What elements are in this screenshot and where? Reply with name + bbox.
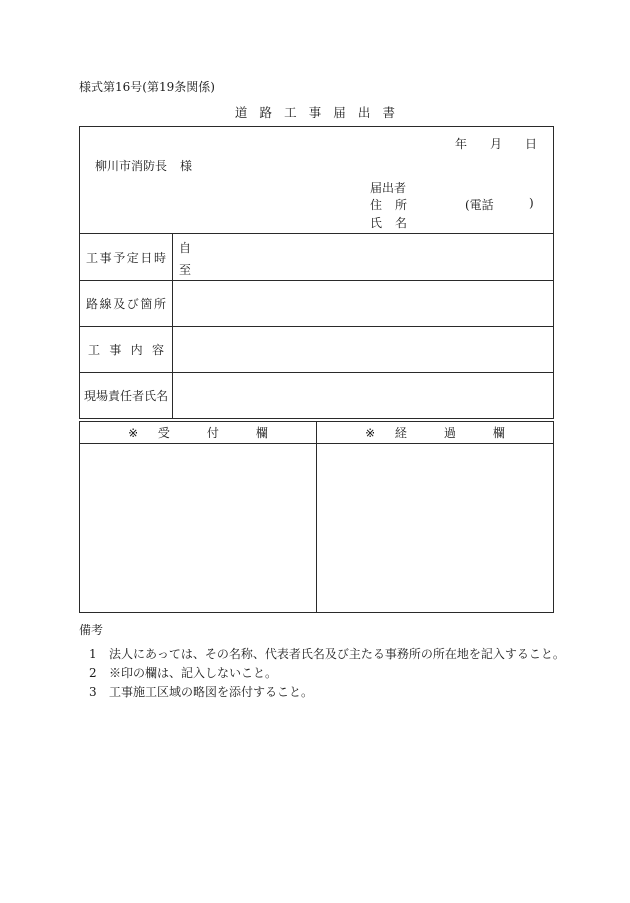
name-label: 氏 名 (370, 216, 408, 230)
row-label-supervisor: 現 場 責 任 者 氏 名 (80, 373, 173, 419)
date-day-label: 日 (525, 137, 538, 151)
note-item: 1 法人にあっては、その名称、代表者氏名及び主たる事務所の所在地を記入すること。 (89, 647, 565, 661)
address-label: 住 所 (370, 198, 408, 212)
from-label: 自 (179, 241, 192, 255)
row-label-schedule: 工 事 予 定 日 時 (80, 234, 173, 281)
receipt-column-header: ※ 受 付 欄 (80, 422, 317, 444)
title-char: 届 (333, 105, 346, 120)
to-label: 至 (179, 263, 192, 277)
phone-label: (電話 (465, 198, 494, 212)
title-char: 書 (382, 105, 396, 120)
header-cell[interactable] (80, 127, 554, 234)
main-form-table (79, 126, 554, 419)
document-title (0, 103, 630, 121)
supervisor-cell[interactable] (173, 373, 554, 419)
title-char: 事 (308, 105, 322, 120)
phone-close: ) (529, 196, 534, 210)
addressee: 柳川市消防長 (95, 159, 168, 173)
date-month-label: 月 (490, 137, 503, 151)
title-char: 出 (357, 105, 371, 120)
progress-cell[interactable] (317, 444, 554, 613)
row-label-route: 路 線 及 び 箇 所 (80, 281, 173, 327)
title-char: 路 (259, 105, 273, 120)
row-label-content: 工 事 内 容 (80, 327, 173, 373)
note-item: 2 ※印の欄は、記入しないこと。 (89, 666, 278, 680)
route-cell[interactable] (173, 281, 554, 327)
date-year-label: 年 (455, 137, 468, 151)
note-item: 3 工事施工区域の略図を添付すること。 (89, 685, 314, 699)
applicant-label: 届出者 (370, 181, 407, 195)
form-number-label: 様式第16号(第19条関係) (79, 80, 215, 94)
content-cell[interactable] (173, 327, 554, 373)
notes-title: 備考 (79, 623, 104, 637)
receipt-cell[interactable] (80, 444, 317, 613)
honorific: 様 (180, 159, 193, 173)
progress-column-header: ※ 経 過 欄 (317, 422, 554, 444)
office-use-table (79, 421, 554, 613)
title-char: 道 (234, 105, 248, 120)
title-char: 工 (284, 105, 297, 120)
schedule-cell[interactable] (173, 234, 554, 281)
